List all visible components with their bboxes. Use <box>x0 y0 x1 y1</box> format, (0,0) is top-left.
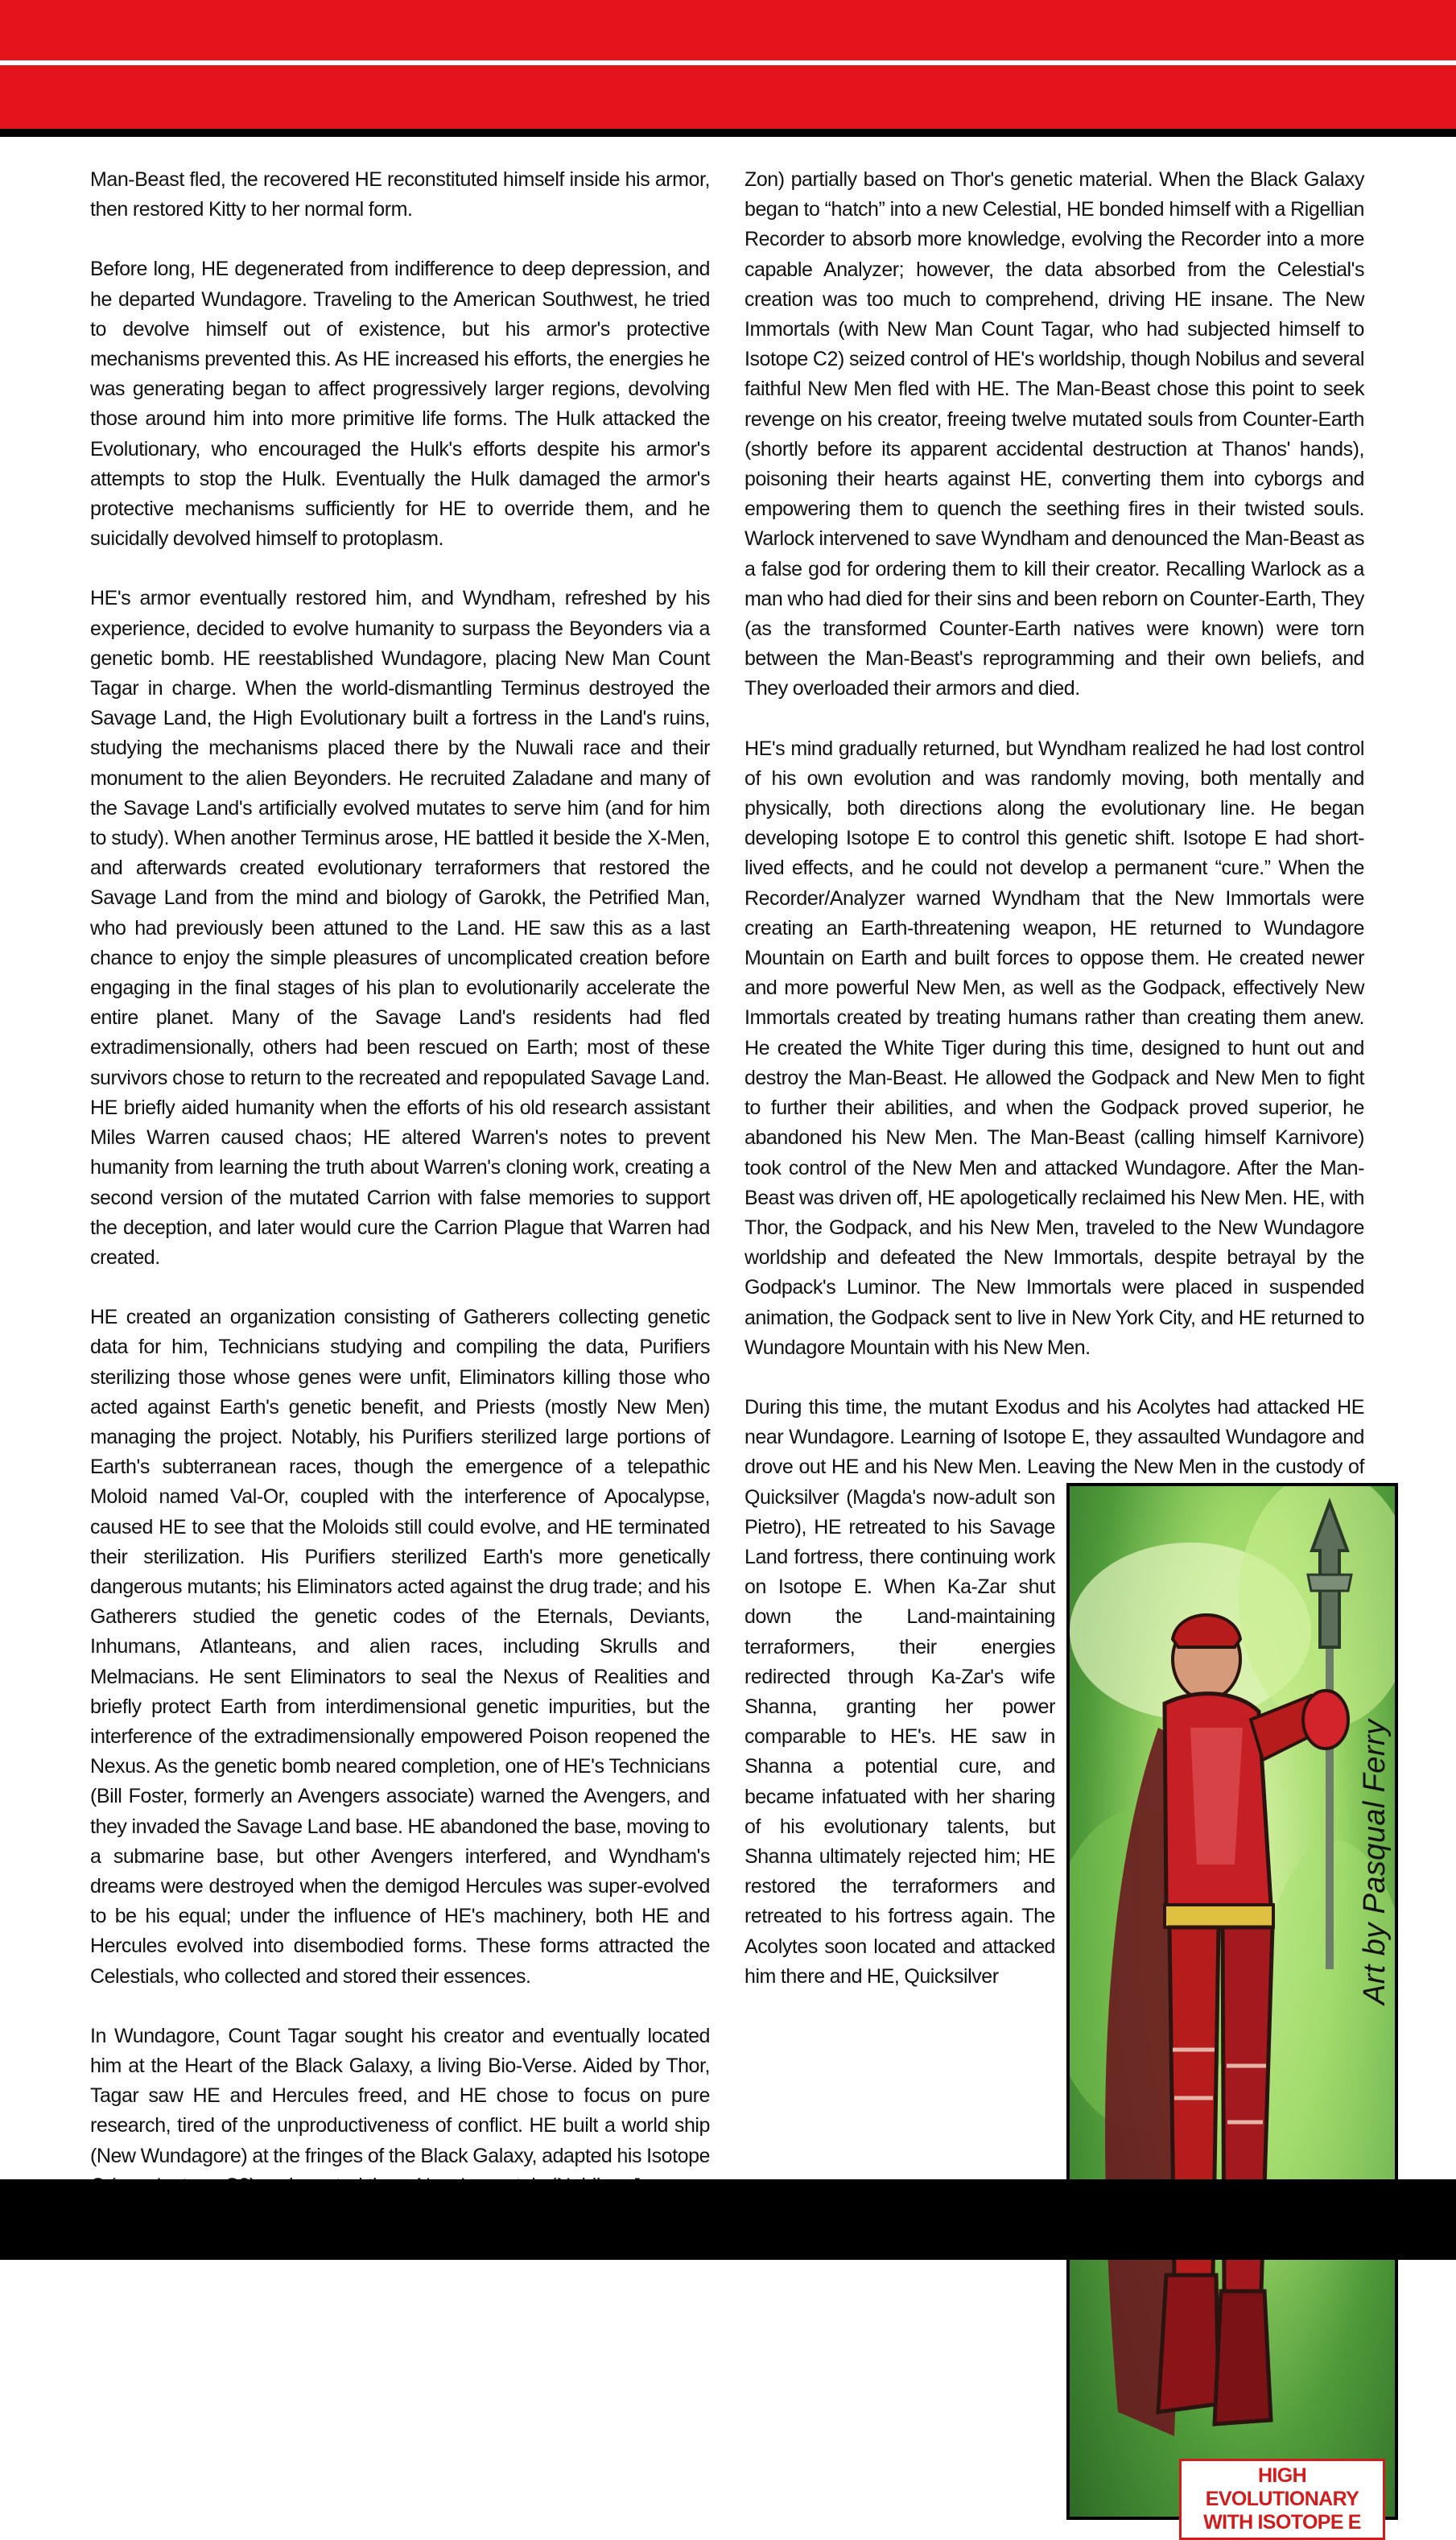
paragraph: Man-Beast fled, the recovered HE reconstituted himself inside his armor, then restored Kitty to her normal form. <box>90 168 710 221</box>
footer-band <box>0 2179 1456 2260</box>
paragraph: HE's mind gradually returned, but Wyndham realized he had lost control of his own evolution and was randomly moving, both mentally and physically, both directions along the evolutionary line. He began developing Isotope E to control this genetic shift. Isotope E had short-lived effects, and he could not develop a permanent “cure.” When the Recorder/Analyzer warned Wyndham that the New Immortals were creating an Earth-threatening weapon, HE returned to Wundagore Mountain on Earth and built forces to oppose them. He created newer and more powerful New Men, as well as the Godpack, effectively New Immortals created by treating humans rather than creating them anew. He created the White Tiger during this time, designed to hunt out and destroy the Man-Beast. He allowed the Godpack and New Men to fight to further their abilities, and when the Godpack proved superior, he abandoned his New Men. The Man-Beast (calling himself Karnivore) took control of the New Men and attacked Wundagore. After the Man-Beast was driven off, HE apologetically reclaimed his New Men. HE, with Thor, the Godpack, and his New Men, traveled to the New Wundagore worldship and defeated the New Immortals, despite betrayal by the Godpack's Luminor. The New Immortals were placed in suspended animation, the Godpack sent to live in New York City, and HE returned to Wundagore Mountain with his New Men. <box>744 737 1364 1359</box>
figure-caption <box>1179 2459 1385 2540</box>
high-evolutionary-figure-icon <box>1070 1486 1398 2520</box>
paragraph: Before long, HE degenerated from indifference to deep depression, and he departed Wundagore. Traveling to the American Southwest, he tried to devolve himself out of existence, but his armor's protective mechanisms prevented this. As HE increased his efforts, the energies he was generating began to affect progressively larger regions, devolving those around him into more primitive life forms. The Hulk attacked the Evolutionary, who encouraged the Hulk's efforts despite his armor's attempts to stop the Hulk. Eventually the Hulk damaged the armor's protective mechanisms sufficiently for HE to override them, and he suicidally devolved himself to protoplasm. <box>90 258 710 551</box>
left-column <box>90 165 710 2231</box>
figure-illustration <box>1066 1483 1409 2534</box>
caption-line: HIGH EVOLUTIONARY <box>1205 2464 1359 2510</box>
paragraph: HE's armor eventually restored him, and Wyndham, refreshed by his experience, decided to evolve humanity to surpass the Beyonders via a genetic bomb. HE reestablished Wundagore, placing New Man Count Tagar in charge. When the world-dismantling Terminus destroyed the Savage Land, the High Evolutionary built a fortress in the Land's ruins, studying the mechanisms placed there by the Nuwali race and their monument to the alien Beyonders. He recruited Zaladane and many of the Savage Land's artificially evolved mutates to serve him (and for him to study). When another Terminus arose, HE battled it beside the X-Men, and afterwards created evolutionary terraformers that restored the Savage Land from the mind and biology of Garokk, the Petrified Man, who had previously been attuned to the Land. HE saw this as a last chance to enjoy the simple pleasures of uncomplicated creation before engaging in the final stages of his plan to evolutionarily accelerate the entire planet. Many of the Savage Land's residents had fled extradimensionally, others had been rescued on Earth; most of these survivors chose to return to the recreated and repopulated Savage Land. HE briefly aided humanity when the efforts of his old research assistant Miles Warren caused chaos; HE altered Warren's notes to prevent humanity from learning the truth about Warren's cloning work, creating a second version of the mutated Carrion with false memories to support the deception, and later would cure the Carrion Plague that Warren had created. <box>90 587 710 1269</box>
paragraph-text: During this time, the mutant Exodus and his Acolytes had attacked HE near Wundagore. Learning of Isotope E, they assaulted Wundagore and drove out HE and his New Men. Leaving the New Men in <box>744 1395 1364 1479</box>
paragraph: HE created an organization consisting of Gatherers collecting genetic data for him, Technicians studying and compiling the data, Purifiers sterilizing those whose genes were unfit, Eliminators killing those who acted against Earth's genetic benefit, and Priests (mostly New Men) managing the project. Notably, his Purifiers sterilized large portions of Earth's subterranean races, though the emergence of a telepathic Moloid named Val-Or, coupled with the interference of Apocalypse, caused HE to see that the Moloids still could evolve, and HE terminated their sterilization. His Purifiers sterilized Earth's more genetically dangerous mutants; his Eliminators acted against the drug trade; and his Gatherers studied the genetic codes of the Eternals, Deviants, Inhumans, Atlanteans, and alien races, including Skrulls and Melmacians. He sent Eliminators to seal the Nexus of Realities and briefly protect Earth from interdimensional genetic impurities, but the interference of the extradimensionally empowered Poison reopened the Nexus. As the genetic bomb neared completion, one of HE's Technicians (Bill Foster, formerly an Avengers associate) warned the Avengers, and they invaded the Savage Land base. HE abandoned the base, moving to a submarine base, but other Avengers interfered, and Wyndham's dreams were destroyed when the demigod Hercules was super-evolved to be his equal; under the influence of HE's machinery, both HE and Hercules evolved into disembodied forms. These forms attracted the Celestials, who collected and stored their essences. <box>90 1306 710 1988</box>
caption-line: WITH ISOTOPE E <box>1203 2510 1361 2534</box>
paragraph-text-continued: the custody of Quicksilver (Magda's now-adult son Pietro), HE retreated to his Savage Land fortress, there continuing work on Isotope E. When Ka-Zar shut down the Land-maintaining terraformers, their energies redirected through Ka-Zar's wife Shanna, granting her power comparable to HE's. HE saw in Shanna a potential cure, and became infatuated with her sharing of his evolutionary talents, but Shanna ultimately rejected him; HE restored the terraformers and retreated to his fortress again. The Acolytes soon located and attacked him there and HE, Quicksilver <box>744 1456 1364 1988</box>
illustration-panel <box>1066 1483 1398 2520</box>
header-band <box>0 0 1456 137</box>
paragraph: In Wundagore, Count Tagar sought his creator and eventually located him at the Heart of the Black Galaxy, a living Bio-Verse. Aided by Thor, Tagar saw HE and Hercules freed, and HE chose to focus on pure research, tired of the unproductiveness of conflict. HE built a world ship (New Wundagore) at the fringes of the Black Galaxy, adapted his Isotope <box>90 2024 710 2167</box>
paragraph: Zon) partially based on Thor's genetic material. When the Black Galaxy began to “hatch” into a new Celestial, HE bonded himself with a Rigellian Recorder to absorb more knowledge, evolving the Recorder into a more capable Analyzer; however, the data absorbed from the Celestial's creation was too much to comprehend, driving HE insane. The New Immortals (with New Man Count Tagar, who had subjected himself to Isotope C2) seized control of HE's worldship, though Nobilus and several faithful New Men fled with HE. The Man-Beast chose this point to seek revenge on his creator, freeing twelve mutated souls from Counter-Earth (shortly before its apparent accidental destruction at Thanos' hands), poisoning their hearts against HE, converting them into cyborgs and empowering them to quench the seething fires in their twisted souls. Warlock intervened to save Wyndham and denounced the Man-Beast as a false god for ordering them to kill their creator. Recalling Warlock as a man who had died for their sins and been reborn on Counter-Earth, They (as the transformed Counter-Earth natives were known) were torn between the Man-Beast's reprogramming and their own beliefs, and They overloaded their armors and died. <box>744 168 1364 700</box>
art-credit: Art by Pasqual Ferry <box>1358 1719 1392 2005</box>
right-column <box>744 165 1364 2534</box>
paragraph <box>744 1393 1364 2534</box>
